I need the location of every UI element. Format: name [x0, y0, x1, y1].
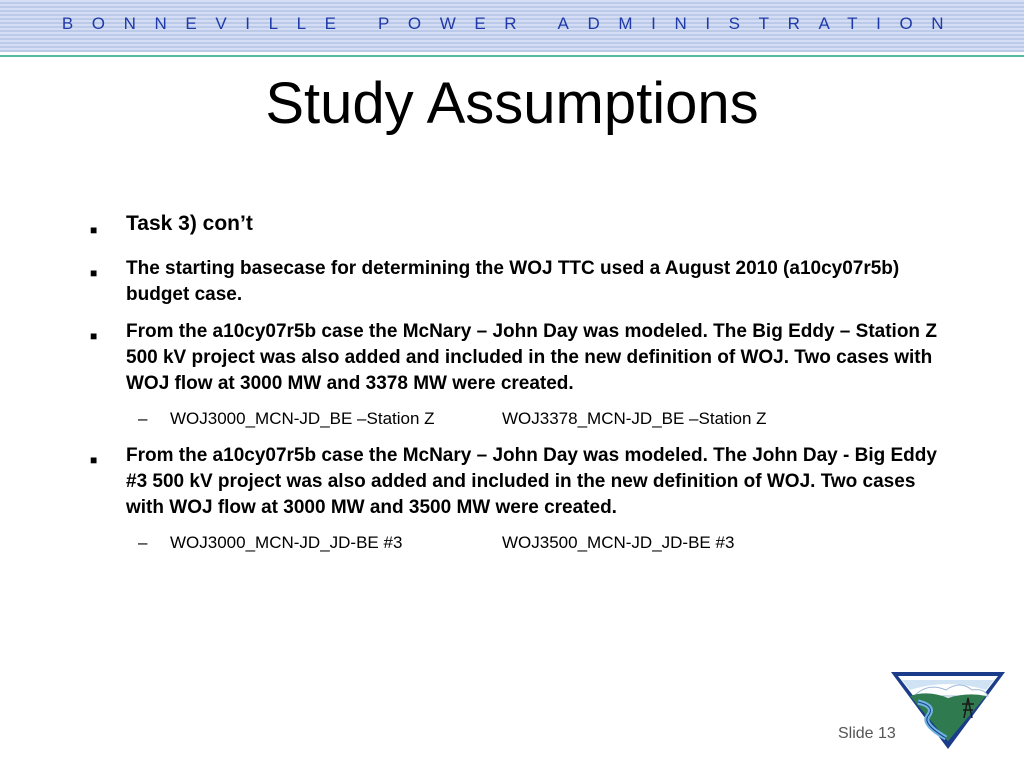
header-divider	[0, 55, 1024, 57]
bullet-item	[90, 256, 950, 308]
case-name: WOJ3000_MCN-JD_JD-BE #3	[170, 533, 403, 552]
bullet-marker: ■	[90, 453, 98, 467]
case-name: WOJ3000_MCN-JD_BE –Station Z	[170, 409, 435, 428]
case-name: WOJ3500_MCN-JD_JD-BE #3	[502, 533, 735, 552]
bullet-text: Task 3) con’t	[126, 212, 253, 235]
bullet-marker: ■	[90, 223, 98, 237]
bpa-logo-icon	[888, 668, 1008, 752]
bullet-marker: ■	[90, 329, 98, 343]
slide-title: Study Assumptions	[265, 71, 759, 136]
header-banner	[0, 0, 1024, 52]
case-name: WOJ3378_MCN-JD_BE –Station Z	[502, 409, 767, 428]
bullet-text: From the a10cy07r5b case the McNary – John Day was modeled. The John Day - Big Eddy #3 500 kV project was also added and included in the new definition of WOJ. Two cases with WOJ flow at 3000 MW and 3500 MW were created.	[126, 445, 937, 518]
bullet-list	[90, 210, 950, 567]
bullet-text: The starting basecase for determining the WOJ TTC used a August 2010 (a10cy07r5b) budget case.	[126, 258, 900, 305]
slide-number: Slide 13	[838, 725, 896, 742]
sub-bullet-marker: –	[138, 409, 148, 428]
sub-bullet-item	[90, 408, 950, 430]
sub-bullet-marker: –	[138, 533, 148, 552]
bullet-item	[90, 210, 950, 238]
organization-name: BONNEVILLE POWER ADMINISTRATION	[61, 14, 963, 33]
bullet-item	[90, 319, 950, 397]
sub-bullet-item	[90, 532, 950, 554]
bullet-marker: ■	[90, 266, 98, 280]
bullet-item	[90, 443, 950, 521]
bullet-text: From the a10cy07r5b case the McNary – John Day was modeled. The Big Eddy – Station Z 500 kV project was also added and included in the new definition of WOJ. Two cases with WOJ flow at 3000 MW and 3378 MW were created.	[126, 321, 937, 394]
